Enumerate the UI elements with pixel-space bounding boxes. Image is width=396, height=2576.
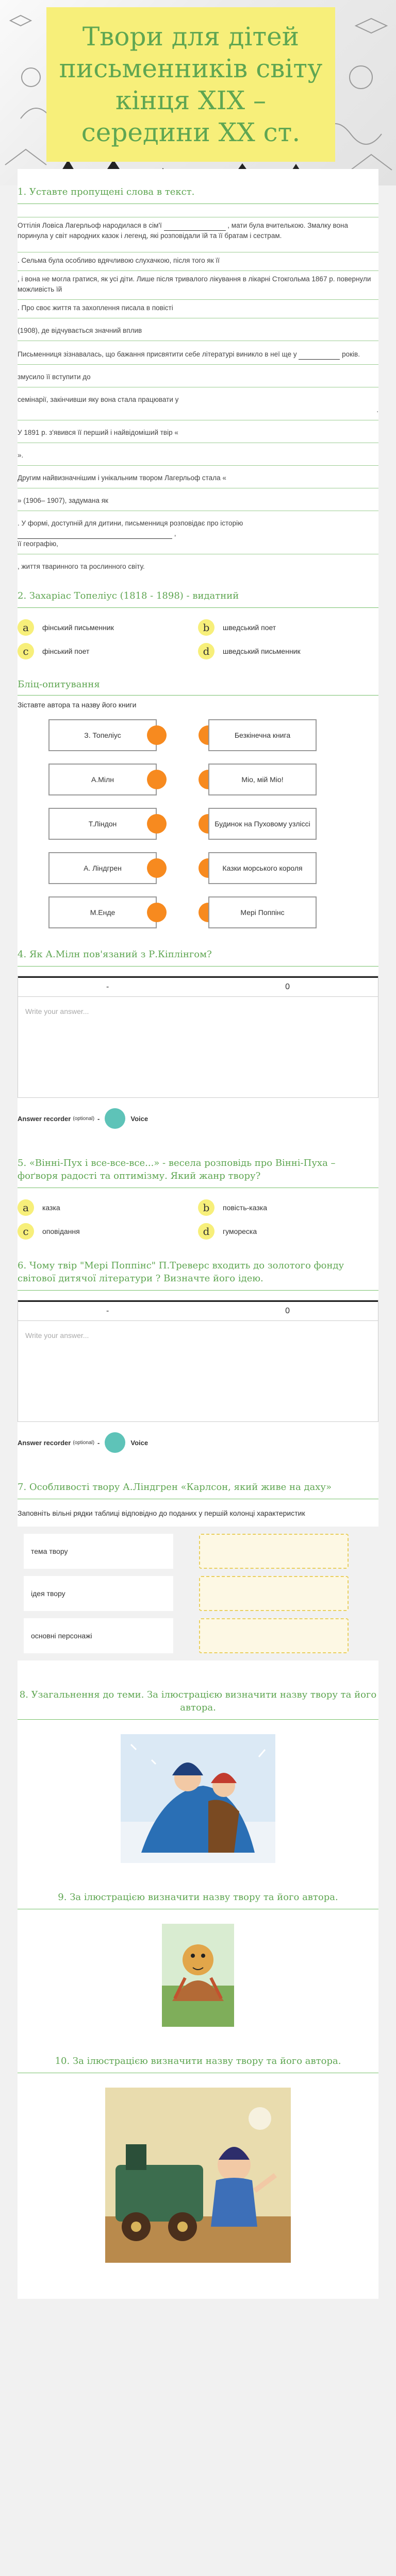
illustration-image — [121, 1734, 275, 1863]
text-line: , життя тваринного та рослинного світу. — [18, 563, 145, 570]
recorder-label: Answer recorder — [18, 1114, 71, 1123]
text-line: , і вона не могла гратися, як усі діти. Лише після тривалого лікування в лікарні Стокгольма 1867 р. повернули можливість їй — [18, 275, 371, 293]
text-line: У 1891 р. з'явився її перший і найвідоміший твір « — [18, 429, 178, 436]
question-10-title: 10. За ілюстрацією визначити назву твору та його автора. — [18, 2047, 378, 2073]
match-book[interactable]: Казки морського короля — [208, 852, 317, 884]
divider — [18, 439, 378, 443]
match-author[interactable]: А.Мілн — [48, 764, 157, 795]
recorder-optional: (optional) — [73, 1439, 95, 1446]
match-handle[interactable] — [147, 858, 167, 878]
text-line: її географію, — [18, 540, 58, 548]
option-letter: d — [198, 1223, 214, 1240]
divider — [18, 337, 378, 341]
blitz-section — [18, 667, 378, 936]
answer-recorder — [18, 1432, 378, 1453]
illustration-image — [162, 1924, 234, 2027]
text-line: » (1906– 1907), задумана як — [18, 497, 108, 504]
voice-label: Voice — [130, 1114, 148, 1123]
divider — [18, 296, 378, 300]
text-line: . Про своє життя та захоплення писала в повісті — [18, 304, 173, 312]
blank-input[interactable] — [164, 224, 226, 231]
table-row-input[interactable] — [199, 1534, 349, 1569]
match-handle[interactable] — [147, 725, 167, 745]
option-label: гумореска — [223, 1227, 257, 1235]
illustration-10 — [18, 2082, 378, 2278]
question-5 — [18, 1144, 378, 1247]
option-letter: c — [18, 643, 34, 659]
option-c[interactable] — [18, 643, 198, 659]
table-row-label: тема твору — [24, 1534, 173, 1569]
question-4-title: 4. Як А.Мілн пов'язаний з Р.Кіплінгом? — [18, 941, 378, 967]
question-6 — [18, 1247, 378, 1453]
illustration-8 — [18, 1729, 378, 1878]
divider — [18, 484, 378, 488]
toolbar-minus-button[interactable]: - — [106, 982, 109, 991]
option-letter: c — [18, 1223, 34, 1240]
question-7 — [18, 1468, 378, 1660]
text-line: Оттілія Ловіса Лагерльоф народилася в сім'ї , мати була вчителькою. Змалку вона поринула у світ народних казок і легенд, які розповідали їй та її братам і сестрам. — [18, 222, 348, 240]
question-2 — [18, 577, 378, 667]
match-grid — [18, 719, 378, 936]
question-4 — [18, 936, 378, 1129]
option-d[interactable] — [198, 1223, 378, 1240]
text-line: . Сельма була особливо вдячливою слухачкою, після того як її — [18, 257, 220, 264]
match-handle[interactable] — [147, 770, 167, 789]
recorder-optional: (optional) — [73, 1115, 95, 1122]
option-c[interactable] — [18, 1223, 198, 1240]
question-10 — [18, 2042, 378, 2278]
options-grid — [18, 617, 378, 667]
illustration-9 — [18, 1919, 378, 2042]
answer-box — [18, 1300, 378, 1422]
blank-input[interactable] — [18, 532, 172, 539]
option-b[interactable] — [198, 1199, 378, 1216]
toolbar-minus-button[interactable]: - — [106, 1307, 109, 1315]
answer-recorder — [18, 1108, 378, 1129]
match-author[interactable]: А. Ліндгрен — [48, 852, 157, 884]
option-letter: d — [198, 643, 214, 659]
page-title: Твори для дітей письменників світу кінця XIX – середини XX ст. — [46, 7, 335, 162]
match-author[interactable]: Т.Ліндон — [48, 808, 157, 840]
voice-record-button[interactable] — [105, 1108, 125, 1129]
text-line: . У формі, доступній для дитини, письменниця розповідає про історію , — [18, 518, 378, 539]
divider — [18, 550, 378, 554]
match-author[interactable]: З. Топеліус — [48, 719, 157, 751]
match-book[interactable]: Мері Поппінс — [208, 896, 317, 928]
text-line: Другим найвизначнішим і унікальним твором Лагерльоф стала « — [18, 474, 226, 482]
option-label: шведський письменник — [223, 647, 301, 655]
worksheet — [18, 169, 378, 2299]
question-7-title: 7. Особливості твору А.Ліндгрен «Карлсон, який живе на даху» — [18, 1473, 378, 1499]
answer-box — [18, 976, 378, 1098]
divider — [18, 267, 378, 271]
toolbar-counter[interactable]: 0 — [285, 982, 290, 991]
illustration-image — [105, 2088, 291, 2263]
option-label: повість-казка — [223, 1204, 267, 1212]
text-line: (1908), де відчувається значний вплив — [18, 327, 142, 334]
option-a[interactable] — [18, 1199, 198, 1216]
divider — [18, 213, 378, 217]
divider — [18, 383, 378, 387]
question-9-title: 9. За ілюстрацією визначити назву твору та його автора. — [18, 1884, 378, 1909]
match-author[interactable]: М.Енде — [48, 896, 157, 928]
match-handle[interactable] — [147, 814, 167, 834]
voice-record-button[interactable] — [105, 1432, 125, 1453]
voice-label: Voice — [130, 1438, 148, 1447]
text-line: ». — [18, 451, 24, 459]
match-book[interactable]: Міо, мій Міо! — [208, 764, 317, 795]
blank-input[interactable] — [299, 352, 340, 360]
recorder-dash: - — [97, 1438, 100, 1447]
question-1-title: 1. Уставте пропущені слова в текст. — [18, 178, 378, 204]
hero-banner — [0, 0, 396, 185]
match-intro: Зіставте автора та назву його книги — [18, 701, 137, 709]
table-row — [24, 1576, 372, 1611]
option-a[interactable] — [18, 619, 198, 636]
text-line: Письменниця зізнавалась, що бажання присвятити себе літературі виникло в неї ще у років. — [18, 349, 378, 360]
option-d[interactable] — [198, 643, 378, 659]
table-intro: Заповніть вільні рядки таблиці відповідно до поданих у першій колонці характеристик — [18, 1509, 305, 1517]
fill-table — [18, 1527, 378, 1660]
table-row-input[interactable] — [199, 1576, 349, 1611]
text-line: змусило її вступити до — [18, 373, 91, 381]
recorder-label: Answer recorder — [18, 1438, 71, 1447]
divider — [18, 462, 378, 466]
option-label: фінський поет — [42, 647, 90, 655]
text-line: семінарії, закінчивши яку вона стала працювати у — [18, 396, 179, 403]
question-9 — [18, 1878, 378, 2042]
table-row — [24, 1618, 372, 1653]
option-label: казка — [42, 1204, 60, 1212]
match-handle[interactable] — [147, 903, 167, 922]
option-label: шведський поет — [223, 623, 276, 632]
recorder-dash: - — [97, 1114, 100, 1123]
divider — [18, 507, 378, 511]
table-row-label: ідея твору — [24, 1576, 173, 1611]
match-book[interactable]: Будинок на Пуховому узліссі — [208, 808, 317, 840]
option-letter: a — [18, 619, 34, 636]
toolbar-counter[interactable]: 0 — [285, 1307, 290, 1315]
option-letter: b — [198, 1199, 214, 1216]
divider — [18, 361, 378, 365]
answer-textarea[interactable]: Write your answer... — [25, 1007, 89, 1015]
match-book[interactable]: Безкінечна книга — [208, 719, 317, 751]
answer-textarea[interactable]: Write your answer... — [25, 1331, 89, 1340]
option-label: оповідання — [42, 1227, 80, 1235]
question-8 — [18, 1676, 378, 1878]
option-b[interactable] — [198, 619, 378, 636]
text-line: . — [376, 406, 378, 414]
question-2-title: 2. Захаріас Топеліус (1818 - 1898) - видатний — [18, 582, 378, 608]
table-row — [24, 1534, 372, 1569]
table-row-input[interactable] — [199, 1618, 349, 1653]
editor-toolbar — [18, 1300, 378, 1321]
table-row-label: основні персонажі — [24, 1618, 173, 1653]
editor-toolbar — [18, 976, 378, 997]
options-grid — [18, 1197, 378, 1247]
divider — [18, 314, 378, 318]
option-label: фінський письменник — [42, 623, 114, 632]
divider — [18, 416, 378, 420]
blitz-title: Бліц-опитування — [18, 672, 378, 696]
divider — [18, 248, 378, 252]
option-letter: a — [18, 1199, 34, 1216]
question-5-title: 5. «Вінні-Пух і все-все-все...» - весела розповідь про Вінні-Пуха – фоґворя радості та оптимізму. Який жанр твору? — [18, 1149, 378, 1188]
question-6-title: 6. Чому твір "Мері Поппінс" П.Треверс входить до золотого фонду світової дитячої літератури ? Визначте його ідею. — [18, 1252, 378, 1291]
question-8-title: 8. Узагальнення до теми. За ілюстрацією визначити назву твору та його автора. — [18, 1681, 378, 1720]
option-letter: b — [198, 619, 214, 636]
question-1 — [18, 178, 378, 577]
